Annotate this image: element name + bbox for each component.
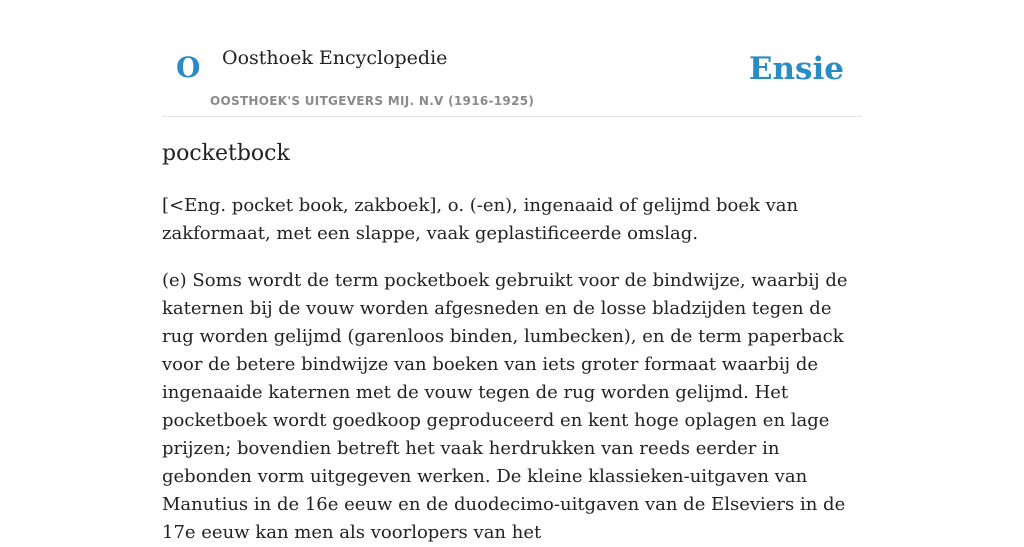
source-logo-icon: O (176, 51, 201, 84)
entry-paragraph: [<Eng. pocket book, zakboek], o. (-en), ingenaaid of gelijmd boek van zakformaat, met een slappe, vaak geplastificeerde omslag. (162, 195, 799, 244)
entry-content (162, 138, 862, 547)
source-subtitle: OOSTHOEK'S UITGEVERS MIJ. N.V (1916-1925) (210, 94, 535, 108)
entry-paragraph: (e) Soms wordt de term pocketboek gebruikt voor de bindwijze, waarbij de katernen bij de vouw worden afgesneden en de losse bladzijden tegen de rug worden gelijmd (garenloos binden, lumbecken), en de term paperback voor de betere bindwijze van boeken van iets groter formaat waarbij de ingenaaide katernen met de vouw tegen de rug worden gelijmd. Het pocketboek wordt goedkoop geproduceerd en kent hoge oplagen en lage prijzen; bovendien betreft het vaak herdrukken van reeds eerder in gebonden vorm uitgegeven werken. De kleine klassieken-uitgaven van Manutius in de 16e eeuw en de duodecimo-uitgaven van de Elseviers in de 17e eeuw kan men als voorlopers van het (162, 270, 848, 543)
source-header (162, 0, 862, 117)
entry-headword: pocketbock (162, 141, 290, 166)
source-title[interactable]: Oosthoek Encyclopedie (222, 47, 448, 69)
ensie-home-link[interactable]: Ensie (748, 51, 844, 87)
